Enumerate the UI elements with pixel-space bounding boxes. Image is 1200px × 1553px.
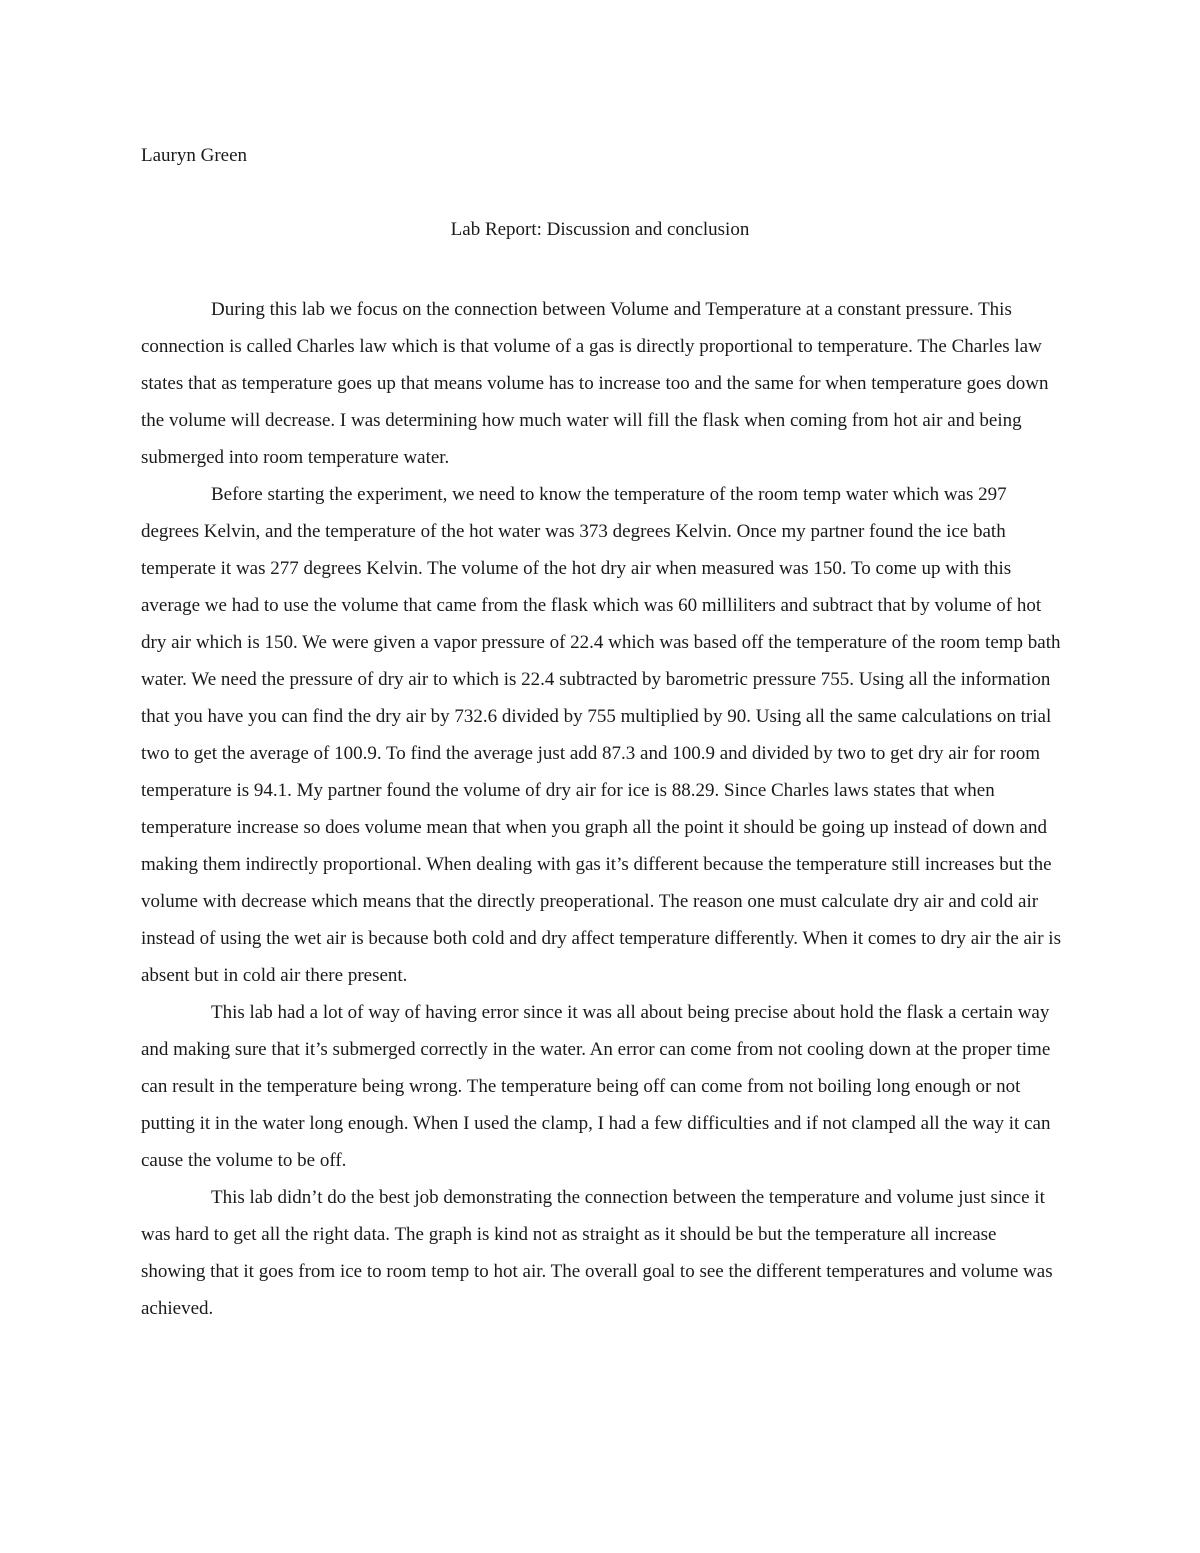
report-title: Lab Report: Discussion and conclusion — [450, 219, 750, 240]
paragraph-data-analysis: Before starting the experiment, we need to know the temperature of the room temp water which was 297 degrees Kelvin, and the temperature of the hot water was 373 degrees Kelvin. Once my partner found the ice bath temperate it was 277 degrees Kelvin. The volume of the hot dry air when measured was 150. To come up with this average we had to use the volume that came from the flask which was 60 milliliters and subtract that by volume of hot dry air which is 150. We were given a vapor pressure of 22.4 which was based off the temperature of the room temp bath water. We need the pressure of dry air to which is 22.4 subtracted by barometric pressure 755. Using all the information that you have you can find the dry air by 732.6 divided by 755 multiplied by 90. Using all the same calculations on trial two to get the average of 100.9. To find the average just add 87.3 and 100.9 and divided by two to get dry air for room temperature is 94.1. My partner found the volume of dry air for ice is 88.29. Since Charles laws states that when temperature increase so does volume mean that when you graph all the point it should be going up instead of down and making them indirectly proportional. When dealing with gas it’s different because the temperature still increases but the volume with decrease which means that the directly preoperational. The reason one must calculate dry air and cold air instead of using the wet air is because both cold and dry affect temperature differently. When it comes to dry air the air is absent but in cold air there present. — [141, 484, 1061, 986]
report-body — [141, 291, 1061, 1327]
author-name: Lauryn Green — [141, 145, 248, 166]
paragraph-introduction: During this lab we focus on the connection between Volume and Temperature at a constant pressure. This connection is called Charles law which is that volume of a gas is directly proportional to temperature. The Charles law states that as temperature goes up that means volume has to increase too and the same for when temperature goes down the volume will decrease. I was determining how much water will fill the flask when coming from hot air and being submerged into room temperature water. — [141, 299, 1049, 468]
paragraph-error-sources: This lab had a lot of way of having error since it was all about being precise about hold the flask a certain way and making sure that it’s submerged correctly in the water. An error can come from not cooling down at the proper time can result in the temperature being wrong. The temperature being off can come from not boiling long enough or not putting it in the water long enough. When I used the clamp, I had a few difficulties and if not clamped all the way it can cause the volume to be off. — [141, 1002, 1051, 1171]
paragraph-conclusion: This lab didn’t do the best job demonstrating the connection between the temperature and volume just since it was hard to get all the right data. The graph is kind not as straight as it should be but the temperature all increase showing that it goes from ice to room temp to hot air. The overall goal to see the different temperatures and volume was achieved. — [141, 1187, 1053, 1319]
